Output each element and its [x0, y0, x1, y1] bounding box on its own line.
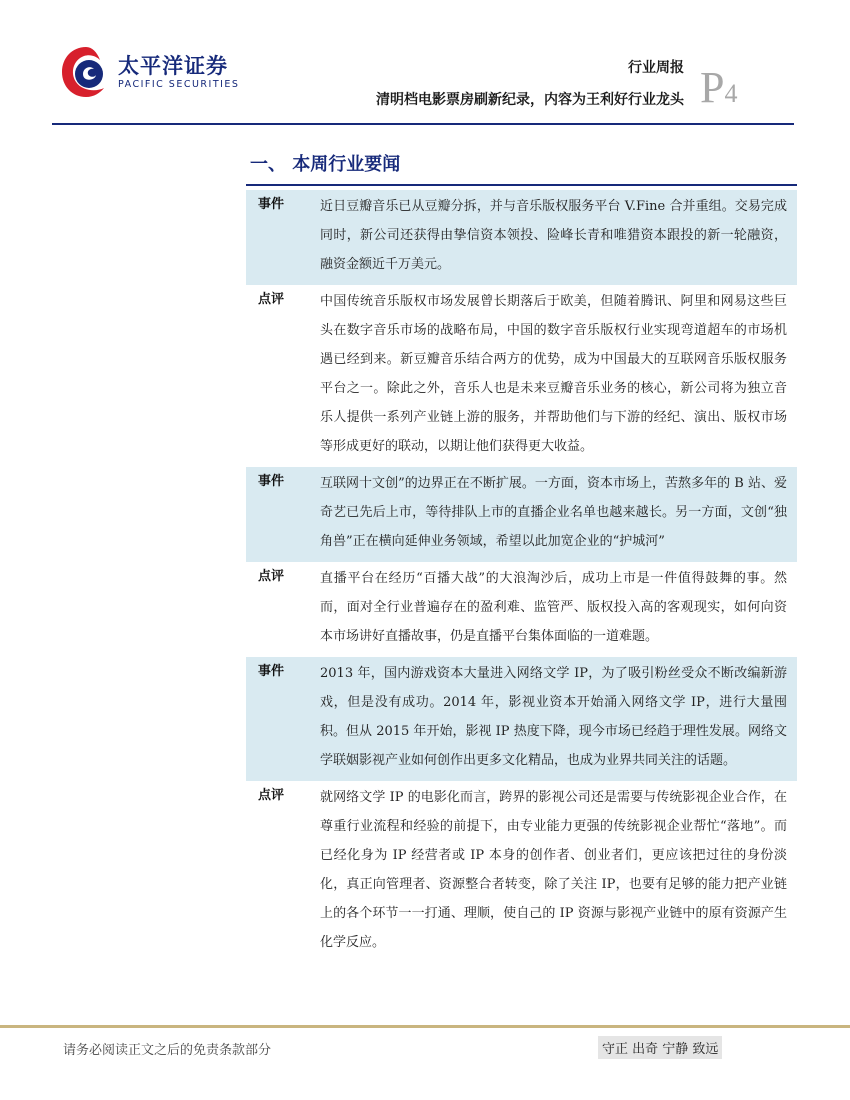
row-label: 点评 [258, 292, 285, 307]
table-row [246, 467, 797, 562]
page-number [700, 62, 737, 113]
table-row [246, 285, 797, 467]
row-text: 中国传统音乐版权市场发展曾长期落后于欧美，但随着腾讯、阿里和网易这些巨头在数字音乐市场的战略布局，中国的数字音乐版权行业实现弯道超车的市场机遇已经到来。新豆瓣音乐结合两方的优势，成为中国最大的互联网音乐版权服务平台之一。除此之外，音乐人也是未来豆瓣音乐业务的核心，新公司将为独立音乐人提供一系列产业链上游的服务，并帮助他们与下游的经纪、演出、版权市场等形成更好的联动，以期让他们获得更大收益。 [320, 294, 787, 454]
row-text: 2013 年，国内游戏资本大量进入网络文学 IP，为了吸引粉丝受众不断改编新游戏，但是没有成功。2014 年，影视业资本开始涌入网络文学 IP，进行大量囤积。但从 2015 年开始，影视 IP 热度下降，现今市场已经趋于理性发展。网络文学联姻影视产业如何创作出更多文化精品，也成为业界共同关注的话题。 [320, 666, 787, 768]
table-row [246, 562, 797, 657]
pacific-logo-icon [60, 45, 112, 99]
row-text: 近日豆瓣音乐已从豆瓣分拆，并与音乐版权服务平台 V.Fine 合并重组。交易完成同时，新公司还获得由挚信资本领投、险峰长青和唯猎资本跟投的新一轮融资，融资金额近千万美元。 [320, 199, 787, 272]
company-logo [60, 45, 300, 105]
row-text: 就网络文学 IP 的电影化而言，跨界的影视公司还是需要与传统影视企业合作，在尊重行业流程和经验的前提下，由专业能力更强的传统影视企业帮忙“落地”。而已经化身为 IP 经营者或 IP 本身的创作者、创业者们，更应该把过往的身份淡化，真正向管理者、资源整合者转变，除了关注 IP，也要有足够的能力把产业链上的各个环节一一打通、理顺，使自己的 IP 资源与影视产业链中的原有资源产生化学反应。 [320, 790, 787, 950]
page-header [0, 0, 850, 130]
row-text: 直播平台在经历“百播大战”的大浪淘沙后，成功上市是一件值得鼓舞的事。然而，面对全行业普遍存在的盈利难、监管严、版权投入高的客观现实，如何向资本市场讲好直播故事，仍是直播平台集体面临的一道难题。 [320, 571, 787, 644]
row-label: 事件 [258, 197, 285, 212]
row-label: 点评 [258, 569, 285, 584]
page-digit: 4 [724, 79, 738, 108]
footer-motto: 守正 出奇 宁静 致远 [598, 1036, 722, 1059]
table-row [246, 190, 797, 285]
news-table [246, 190, 797, 963]
page-letter: P [700, 63, 725, 112]
table-row [246, 781, 797, 963]
report-title: 清明档电影票房刷新纪录，内容为王利好行业龙头 [376, 92, 684, 108]
footer-divider [0, 1025, 850, 1028]
footer-disclaimer: 请务必阅读正文之后的免责条款部分 [63, 1043, 272, 1058]
table-row [246, 657, 797, 781]
row-text: 互联网十文创”的边界正在不断扩展。一方面，资本市场上，苦熬多年的 B 站、爱奇艺已先后上市，等待排队上市的直播企业名单也越来越长。另一方面，文创“独角兽”正在横向延伸业务领域，希望以此加宽企业的“护城河” [320, 476, 787, 549]
section-title: 一、 本周行业要闻 [250, 154, 401, 175]
brand-name-chinese: 太平洋证券 [118, 54, 228, 78]
row-label: 点评 [258, 788, 285, 803]
header-divider [52, 123, 794, 125]
row-label: 事件 [258, 474, 285, 489]
brand-name-english: PACIFIC SECURITIES [118, 79, 240, 90]
row-label: 事件 [258, 664, 285, 679]
section-divider [246, 184, 797, 186]
report-type: 行业周报 [628, 60, 684, 76]
